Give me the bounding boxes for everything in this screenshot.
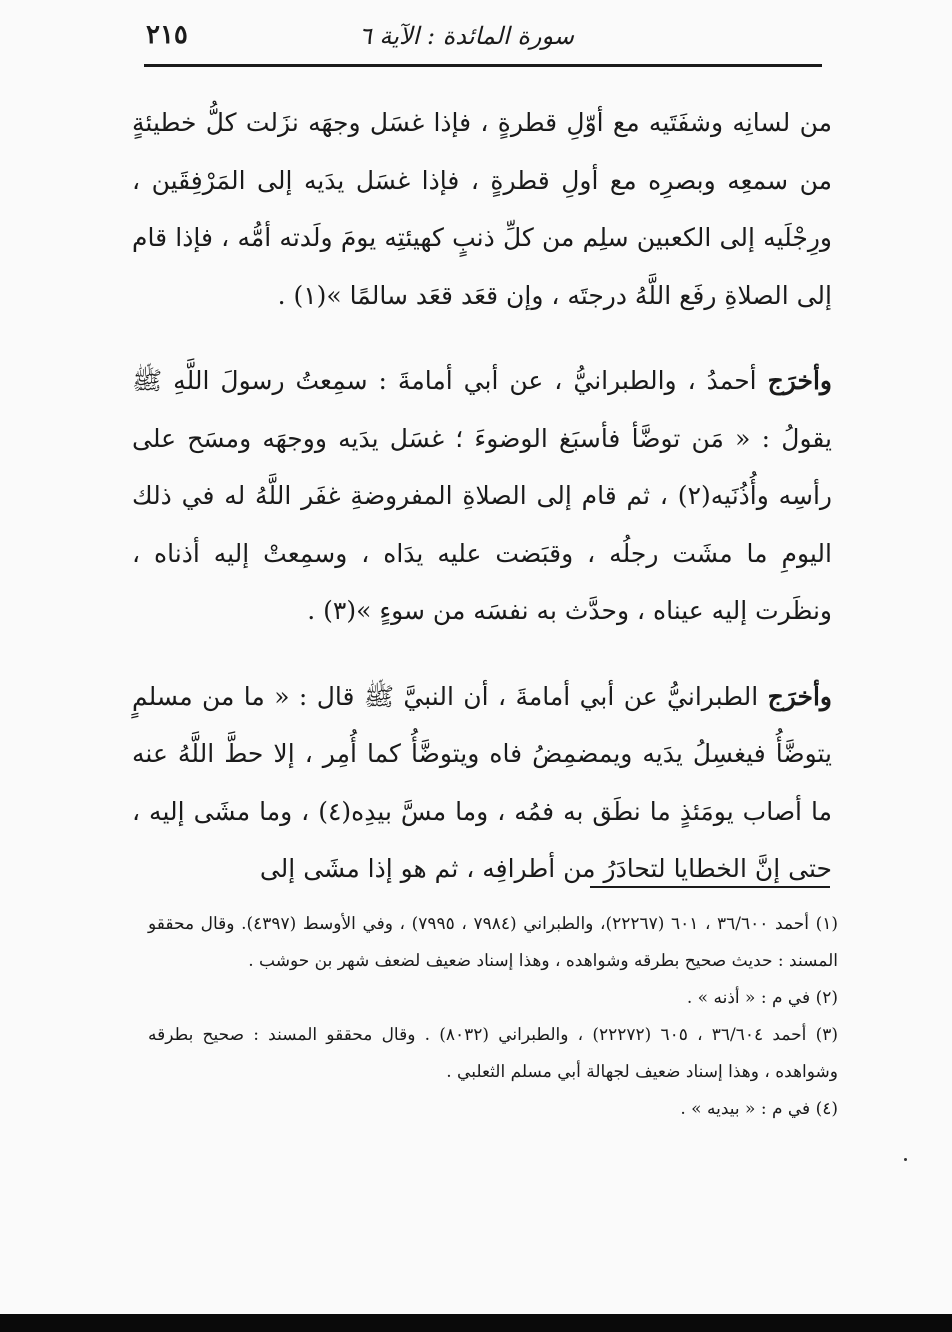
paragraph-text: الطبرانيُّ عن أبي أمامةَ ، أن النبيَّ ﷺ قال : « ما من مسلمٍ يتوضَّأُ فيغسِلُ يدَيه ويمضمِضُ فاه ويتوضَّأُ كما أُمِر ، إلا حطَّ اللَّهُ عنه ما أصاب يومَئذٍ ما نطَق به فمُه ، وما مسَّ بيدِه(٤) ، وما مشَى إليه ، حتى إنَّ الخطايا لتحادَرُ من أطرافِه ، ثم هو إذا مشَى إلى — [132, 681, 832, 883]
paragraph-text: أحمدُ ، والطبرانيُّ ، عن أبي أمامةَ : سمِعتُ رسولَ اللَّهِ ﷺ يقولُ : « مَن توضَّأ فأسبَغ الوضوءَ ؛ غسَل يدَيه ووجهَه ومسَح على رأسِه وأُذُنَيه(٢) ، ثم قام إلى الصلاةِ المفروضةِ غفَر اللَّهُ له في ذلك اليومِ ما مشَت رجلُه ، وقبَضت عليه يدَاه ، وسمِعتْ إليه أذناه ، ونظَرت إليه عيناه ، وحدَّث به نفسَه من سوءٍ »(٣) . — [132, 366, 832, 625]
scan-speck — [904, 1158, 907, 1161]
paragraph-text: من لسانِه وشفَتَيه مع أوّلِ قطرةٍ ، فإذا غسَل وجهَه نزَلت كلُّ خطيئةٍ من سمعِه وبصرِه مع أولِ قطرةٍ ، فإذا غسَل يدَيه إلى المَرْفِقَين ، ورِجْلَيه إلى الكعبين سلِم من كلِّ ذنبٍ كهيئتِه يومَ ولَدته أمُّه ، فإذا قام إلى الصلاةِ رفَع اللَّهُ درجتَه ، وإن قعَد قعَد سالمًا »(١) . — [132, 108, 832, 310]
footnote: (٢) في م : « أذنه » . — [686, 988, 838, 1008]
paragraph — [132, 668, 832, 898]
header-title: سورة المائدة : الآية ٦ — [358, 22, 574, 50]
footnotes — [148, 906, 838, 1128]
page-number: ٢١٥ — [146, 20, 188, 50]
footnote-rule — [590, 886, 830, 888]
header-rule — [144, 64, 822, 67]
footnote: (١) أحمد ٣٦/٦٠٠ ، ٦٠١ (٢٢٢٦٧)، والطبراني (٧٩٨٤ ، ٧٩٩٥) ، وفي الأوسط (٤٣٩٧). وقال محققو المسند : حديث صحيح بطرقه وشواهده ، وهذا إسناد ضعيف لضعف شهر بن حوشب . — [148, 914, 838, 971]
main-text — [132, 94, 832, 926]
scan-edge-bar — [0, 1314, 952, 1332]
footnote: (٤) في م : « بيديه » . — [680, 1099, 838, 1119]
running-header — [140, 20, 824, 64]
paragraph — [132, 352, 832, 640]
paragraph-lead: وأخرَج — [767, 366, 832, 395]
paragraph — [132, 94, 832, 324]
paragraph-lead: وأخرَج — [767, 681, 832, 711]
footnote: (٣) أحمد ٣٦/٦٠٤ ، ٦٠٥ (٢٢٢٧٢) ، والطبراني (٨٠٣٢) . وقال محققو المسند : صحيح بطرقه وشواهده ، وهذا إسناد ضعيف لجهالة أبي مسلم الثعلبي . — [148, 1025, 838, 1082]
